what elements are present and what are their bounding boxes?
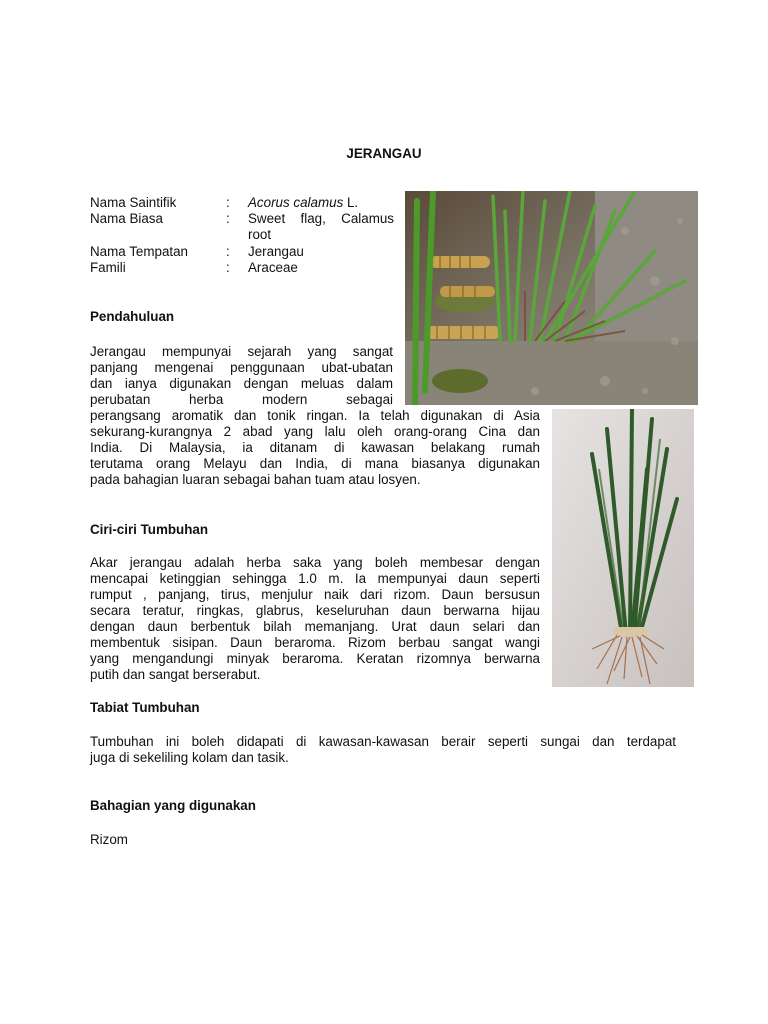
info-row-local-name	[90, 244, 400, 260]
paragraph-line: sekurang-kurangnya 2 abad yang lalu oleh orang-orang Cina dan	[90, 424, 540, 439]
rhizome-field-illustration	[405, 191, 698, 405]
section-heading-bahagian: Bahagian yang digunakan	[90, 798, 256, 813]
paragraph-line: perubatan herba modern sebagai	[90, 392, 393, 407]
paragraph-line: Jerangau mempunyai sejarah yang sangat	[90, 344, 393, 359]
paragraph-line: Tumbuhan ini boleh didapati di kawasan-kawasan berair seperti sungai dan terdapat	[90, 734, 676, 749]
paragraph-bahagian: Rizom	[90, 832, 128, 847]
section-heading-pendahuluan: Pendahuluan	[90, 309, 175, 324]
uprooted-plant-illustration	[552, 409, 694, 687]
paragraph-line: putih dan sangat berserabut.	[90, 667, 261, 682]
info-row-common-name	[90, 211, 400, 243]
paragraph-line: panjang mengenai penggunaan ubat-ubatan	[90, 360, 393, 375]
paragraph-line: India. Di Malaysia, ia ditanam di kawasan belakang rumah	[90, 440, 540, 455]
info-value: Araceae	[248, 260, 298, 275]
paragraph-ciri-ciri	[90, 555, 540, 683]
section-heading-ciri-ciri: Ciri-ciri Tumbuhan	[90, 522, 209, 537]
page-title: JERANGAU	[346, 146, 422, 161]
paragraph-line: pada bahagian luaran sebagai bahan tuam atau losyen.	[90, 472, 421, 487]
info-label: Nama Tempatan	[90, 244, 189, 259]
info-colon: :	[226, 260, 230, 275]
info-colon: :	[226, 211, 230, 226]
paragraph-line: dan ianya digunakan dengan meluas dalam	[90, 376, 393, 391]
info-label: Nama Saintifik	[90, 195, 177, 210]
scientific-name-italic: Acorus calamus	[248, 195, 344, 210]
paragraph-line: rumput , panjang, tirus, menjulur naik dari rizom. Daun bersusun	[90, 587, 540, 602]
paragraph-line: membentuk sisipan. Daun beraroma. Rizom berbau sangat wangi	[90, 635, 540, 650]
rhizome-field-photo	[405, 191, 698, 405]
info-row-family	[90, 260, 400, 276]
paragraph-tabiat	[90, 734, 676, 766]
paragraph-line: mencapai ketinggian sehingga 1.0 m. Ia mempunyai daun seperti	[90, 571, 540, 586]
section-heading-tabiat: Tabiat Tumbuhan	[90, 700, 200, 715]
info-value	[248, 195, 394, 211]
uprooted-plant-photo	[552, 409, 694, 687]
info-value: Jerangau	[248, 244, 304, 259]
info-label: Nama Biasa	[90, 211, 163, 226]
info-label: Famili	[90, 260, 126, 275]
info-colon: :	[226, 195, 230, 210]
paragraph-line: perangsang aromatik dan tonik ringan. Ia telah digunakan di Asia	[90, 408, 540, 423]
info-row-scientific-name	[90, 195, 400, 211]
scientific-name-author: L.	[343, 195, 359, 210]
paragraph-line: juga di sekeliling kolam dan tasik.	[90, 750, 289, 765]
info-value-line: Sweet flag, Calamus	[248, 211, 394, 226]
info-value-line: root	[248, 227, 272, 242]
paragraph-line: secara teratur, ringkas, glabrus, keseluruhan daun berwarna hijau	[90, 603, 540, 618]
paragraph-line: Akar jerangau adalah herba saka yang boleh membesar dengan	[90, 555, 540, 570]
paragraph-line: yang mengandungi minyak beraroma. Keratan rizomnya berwarna	[90, 651, 540, 666]
info-value	[248, 211, 394, 243]
info-colon: :	[226, 244, 230, 259]
paragraph-line: terutama orang Melayu dan India, di mana biasanya digunakan	[90, 456, 540, 471]
paragraph-line: dengan daun berbentuk bilah memanjang. Urat daun selari dan	[90, 619, 540, 634]
